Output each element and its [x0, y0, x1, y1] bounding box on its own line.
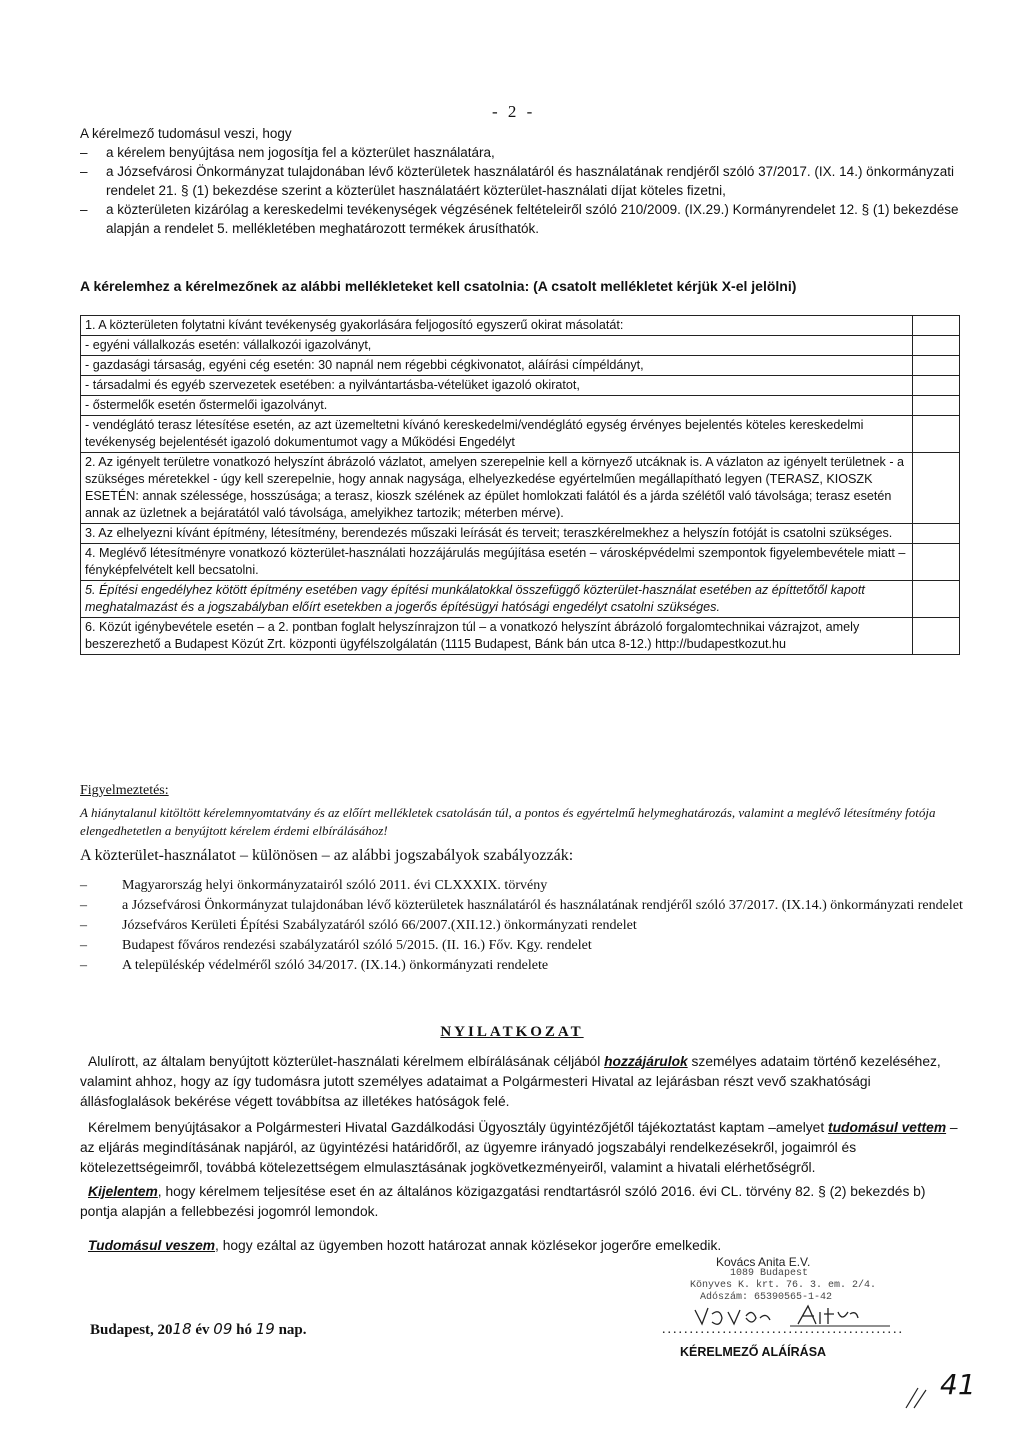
- company-stamp: [672, 1256, 902, 1304]
- list-item: – a Józsefvárosi Önkormányzat tulajdonában lévő közterületek használatáról és használatának rendjéről szóló 37/2017. (IX. 14.) önkormányzati rendelet 21. § (1) bekezdése szerint a közterület használatáért közterület-használati díjat köteles fizetni,: [80, 164, 954, 198]
- list-item: – a kérelem benyújtása nem jogosítja fel a közterület használatára,: [80, 145, 495, 160]
- declaration-paragraph-2: Kérelmem benyújtásakor a Polgármesteri Hivatal Gazdálkodási Ügyosztály ügyintézőjétől tájékoztatást kaptam –amelyet tudomásul vettem – az eljárás megindításának napjáról, az ügyintézési határidőről, az ügyemre irányadó jogszabályi rendelkezésekről, jogaimról és kötelezettségeimről, továbbá kötelezettségem elmulasztásának jogkövetkezményeiről, valamint a hivatali elérhetőségről.: [80, 1120, 958, 1175]
- attachment-text: 3. Az elhelyezni kívánt építmény, létesítmény, berendezés műszaki leírását és terveit; teraszkérelmekhez a helyszín fotóját is csatolni szükséges.: [81, 524, 913, 544]
- table-row: [81, 416, 960, 453]
- dash-marker: –: [80, 145, 88, 160]
- attachment-checkbox-cell[interactable]: [913, 544, 960, 581]
- warning-title: Figyelmeztetés:: [80, 783, 169, 798]
- attachment-checkbox-cell[interactable]: [913, 376, 960, 396]
- attachment-checkbox-cell[interactable]: [913, 356, 960, 376]
- attachment-checkbox-cell[interactable]: [913, 524, 960, 544]
- intro-list: [80, 143, 970, 238]
- date-month: 09: [213, 1320, 233, 1338]
- attachment-text: - vendéglátó terasz létesítése esetén, az azt üzemeltetni kívánó kereskedelmi/vendéglátó egység érvényes bejelentés köteles kereskedelmi tevékenység bejelentését igazoló dokumentumot vagy a Működési Engedélyt: [81, 416, 913, 453]
- list-item: – Magyarország helyi önkormányzatairól szóló 2011. évi CLXXXIX. törvény: [80, 876, 970, 896]
- attachment-checkbox-cell[interactable]: [913, 581, 960, 618]
- list-item: – a Józsefvárosi Önkormányzat tulajdonában lévő közterületek használatáról és használatának rendjéről szóló 37/2017. (IX.14.) önkormányzati rendelet: [80, 896, 970, 916]
- attachment-checkbox-cell[interactable]: [913, 618, 960, 655]
- attachments-heading: A kérelemhez a kérelmezőnek az alábbi mellékleteket kell csatolnia: (A csatolt mellékletet kérjük X-el jelölni): [80, 278, 797, 294]
- date-day: 19: [255, 1320, 275, 1338]
- signature-line: ............................................: [662, 1322, 904, 1337]
- laws-title: A közterület-használatot – különösen – az alábbi jogszabályok szabályozzák:: [80, 847, 574, 864]
- page-number: - 2 -: [492, 102, 536, 121]
- corner-mark: [900, 1350, 976, 1415]
- stamp-name: Kovács Anita E.V.: [716, 1255, 811, 1269]
- table-row: [81, 396, 960, 416]
- table-row: [81, 618, 960, 655]
- dash-marker: –: [80, 918, 87, 933]
- attachment-text: 2. Az igényelt területre vonatkozó helyszínt ábrázoló vázlatot, amelyen szerepelnie kell a környező utcáknak is. A vázlaton az igényelt területnek - a szükséges méretekkel - úgy kell szerepelnie, hogy annak nagysága, elhelyezkedése egyértelműen megállapítható legyen (TERASZ, KIOSZK ESETÉN: annak szélessége, hosszúsága; a terasz, kioszk szélének az épület homlokzati falától és a járda szélétől való távolsága; terasz esetén annak az üzletnek a bejáratától való távolsága, amelyikhez tartozik; méterben mérve).: [81, 453, 913, 524]
- stamp-line: Könyves K. krt. 76. 3. em. 2/4.: [690, 1280, 877, 1291]
- table-row: [81, 453, 960, 524]
- attachment-text: 5. Építési engedélyhez kötött építmény esetében vagy építési munkálatokkal összefüggő közterület-használat esetében az építtetőtől kapott meghatalmazást és a jogszabályban előírt esetekben a jogerős építésügyi hatósági engedélyt csatolni szükséges.: [81, 581, 913, 618]
- declaration-title: NYILATKOZAT: [440, 1024, 584, 1040]
- signature-label: KÉRELMEZŐ ALÁÍRÁSA: [680, 1345, 827, 1359]
- attachment-text: - egyéni vállalkozás esetén: vállalkozói igazolványt,: [81, 336, 913, 356]
- table-row: [81, 336, 960, 356]
- corner-mark-number: 41: [940, 1368, 976, 1401]
- attachment-text: 1. A közterületen folytatni kívánt tevékenység gyakorlására feljogosító egyszerű okirat másolatát:: [81, 316, 913, 336]
- table-row: [81, 356, 960, 376]
- stamp-line: 1089 Budapest: [730, 1268, 809, 1279]
- list-item: – A településkép védelméről szóló 34/2017. (IX.14.) önkormányzati rendelete: [80, 956, 970, 976]
- attachment-checkbox-cell[interactable]: [913, 336, 960, 356]
- table-row: [81, 524, 960, 544]
- intro-section: [80, 124, 970, 238]
- table-row: [81, 581, 960, 618]
- dash-marker: –: [80, 958, 87, 973]
- table-row: [81, 316, 960, 336]
- laws-list: [80, 876, 970, 976]
- list-item: – a közterületen kizárólag a kereskedelmi tevékenységek végzésének feltételeiről szóló 210/2009. (IX.29.) Kormányrendelet 12. § (1) bekezdése alapján a rendelet 5. mellékletében meghatározott termékek árusíthatók.: [80, 202, 959, 236]
- dash-marker: –: [80, 898, 87, 913]
- attachment-checkbox-cell[interactable]: [913, 416, 960, 453]
- stamp-line: Adószám: 65390565-1-42: [700, 1292, 833, 1303]
- attachment-text: - őstermelők esetén őstermelői igazolványt.: [81, 396, 913, 416]
- attachment-text: - társadalmi és egyéb szervezetek esetében: a nyilvántartásba-vételüket igazoló okiratot,: [81, 376, 913, 396]
- attachment-text: - gazdasági társaság, egyéni cég esetén: 30 napnál nem régebbi cégkivonatot, aláírási címpéldányt,: [81, 356, 913, 376]
- dash-marker: –: [80, 878, 87, 893]
- table-row: [81, 376, 960, 396]
- dash-marker: –: [80, 938, 87, 953]
- table-row: [81, 544, 960, 581]
- attachment-checkbox-cell[interactable]: [913, 396, 960, 416]
- intro-lead: A kérelmező tudomásul veszi, hogy: [80, 126, 292, 141]
- date-line: Budapest, 2018 év 09 hó 19 nap.: [90, 1320, 307, 1338]
- warning-text: A hiánytalanul kitöltött kérelemnyomtatvány és az előírt mellékletek csatolásán túl, a pontos és egyértelmű helymeghatározás, valamint a meglévő létesítmény fotója elengedhetetlen a benyújtott kérelem érdemi elbírálásához!: [80, 805, 936, 838]
- list-item: – Józsefváros Kerületi Építési Szabályzatáról szóló 66/2007.(XII.12.) önkormányzati rendelet: [80, 916, 970, 936]
- declaration-paragraph-4: Tudomásul veszem, hogy ezáltal az ügyemben hozott határozat annak közlésekor jogerőre emelkedik.: [88, 1238, 722, 1253]
- declaration-paragraph-1: Alulírott, az általam benyújtott közterület-használati kérelmem elbírálásának céljából hozzájárulok személyes adataim történő kezeléséhez, valamint ahhoz, hogy az így tudomásra jutott személyes adataimat a Polgármesteri Hivatal az lejárásban részt vevő szakhatósági állásfoglalások bekérése végett továbbítsa az illetékes hatóságok felé.: [80, 1054, 941, 1109]
- attachment-text: 4. Meglévő létesítményre vonatkozó közterület-használati hozzájárulás megújítása esetén – városképvédelmi szempontok figyelembevétele miatt – fényképfelvételt kell becsatolni.: [81, 544, 913, 581]
- declaration-paragraph-3: Kijelentem, hogy kérelmem teljesítése eset én az általános közigazgatási rendtartásról szóló 2016. évi CL. törvény 82. § (2) bekezdés b) pontja alapján a fellebbezési jogomról lemondok.: [80, 1184, 926, 1219]
- date-year: 18: [172, 1320, 192, 1338]
- list-item: – Budapest főváros rendezési szabályzatáról szóló 5/2015. (II. 16.) Főv. Kgy. rendelet: [80, 936, 970, 956]
- attachment-checkbox-cell[interactable]: [913, 316, 960, 336]
- dash-marker: –: [80, 164, 88, 179]
- attachment-text: 6. Közút igénybevétele esetén – a 2. pontban foglalt helyszínrajzon túl – a vonatkozó helyszínt ábrázoló forgalomtechnikai vázrajzot, amely beszerezhető a Budapest Közút Zrt. központi ügyfélszolgálatán (1115 Budapest, Bánk bán utca 8-12.) http://budapestkozut.hu: [81, 618, 913, 655]
- attachments-table: [80, 315, 960, 655]
- dash-marker: –: [80, 202, 88, 217]
- attachment-checkbox-cell[interactable]: [913, 453, 960, 524]
